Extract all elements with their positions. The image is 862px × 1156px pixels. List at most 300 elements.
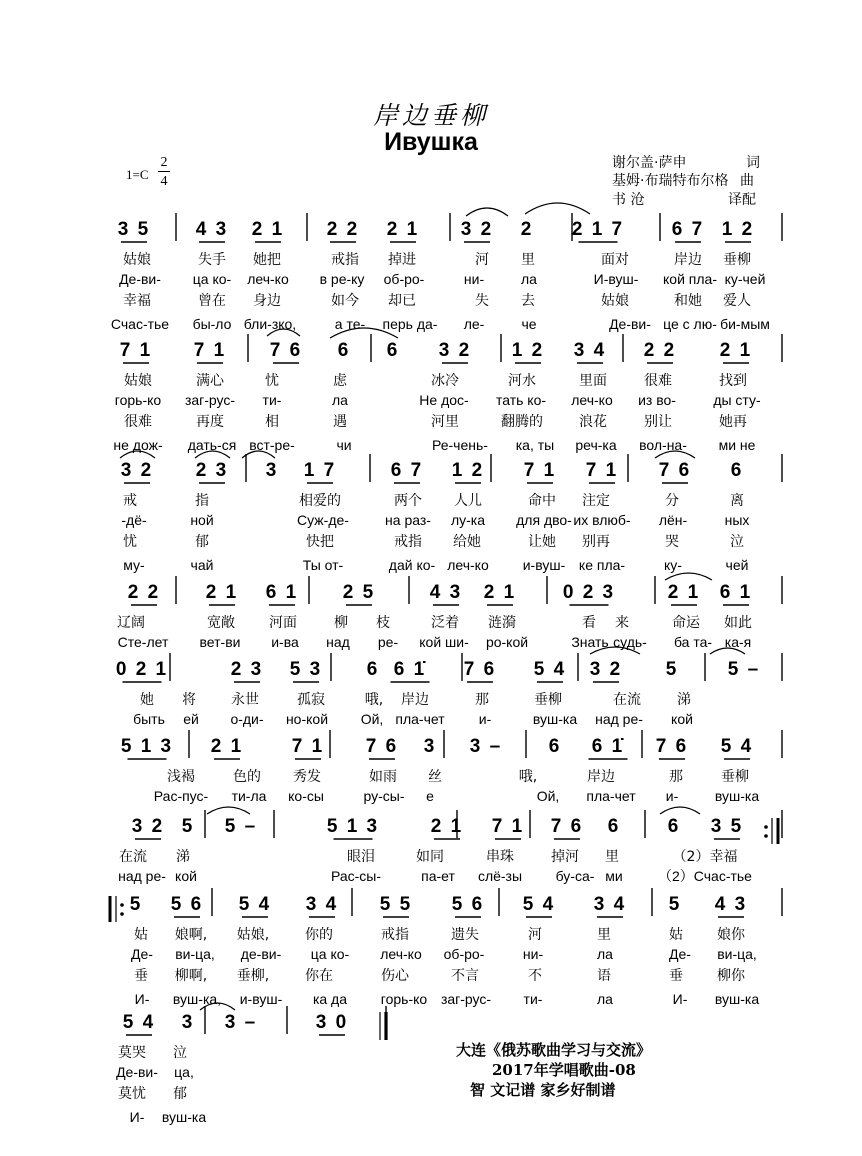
lyric-ru2: Ре-чень- — [432, 437, 488, 453]
note-group: 6 — [366, 659, 380, 680]
lyric-ru1: Не дос- — [419, 392, 469, 408]
lyric-zh1: 里 — [521, 252, 535, 268]
lyric-ru2: и-вуш- — [239, 991, 283, 1007]
lyric-ru1: горь-ко — [114, 392, 162, 408]
lyric-zh1: 虑 — [333, 373, 347, 389]
lyric-ru2: Де-ви- — [609, 316, 651, 332]
lyric-ru1: в ре-ку — [319, 271, 365, 287]
lyric-ru2: дай ко- — [388, 557, 436, 573]
lyric-zh1: 戒指 — [331, 252, 359, 268]
lyric-ru2: це с лю- — [663, 316, 717, 332]
slur-arc — [525, 203, 590, 214]
lyric-ru2: ти- — [523, 991, 543, 1007]
note-group: 5 4 — [720, 736, 754, 757]
lyric-ru2: че — [521, 316, 537, 332]
note-group: 5 4 — [533, 659, 567, 680]
note-group: 2 1 — [719, 340, 753, 361]
note-group: 3 4 — [305, 894, 339, 915]
lyric-zh1: 如此 — [724, 615, 752, 631]
lyric-zh1: 河水 — [508, 373, 536, 389]
lyric-ru2: и-вуш- — [522, 557, 566, 573]
lyric-ru1: ни- — [463, 271, 485, 287]
lyric-zh2: 再度 — [196, 414, 224, 430]
lyric-zh2: 爱人 — [723, 293, 751, 309]
lyric-ru1: ла — [597, 946, 613, 962]
slur-arc — [267, 329, 300, 336]
note-group: 2 1 7 — [571, 219, 625, 240]
lyric-zh1: 冰冷 — [431, 373, 459, 389]
lyric-ru2: заг-рус- — [440, 991, 492, 1007]
time-signature-bottom: 4 — [160, 174, 168, 189]
lyric-zh1: 满心 — [196, 373, 224, 389]
lyric-zh2: 忧 — [123, 534, 137, 550]
lyric-zh1: 那 — [475, 692, 489, 708]
lyric-zh2: 柳你 — [717, 968, 745, 984]
lyric-zh1: 那 — [669, 769, 683, 785]
note-group: 6 7 — [671, 219, 705, 240]
lyric-zh1: 姑娘 — [123, 252, 151, 268]
title-chinese: 岸边垂柳 — [372, 101, 489, 130]
lyric-ru1: на раз- — [385, 512, 431, 528]
time-signature-line — [158, 171, 170, 172]
note-group: 5 1 3 — [326, 816, 380, 837]
repeat-dot — [120, 903, 124, 907]
lyric-ru1: ка-я — [724, 634, 752, 650]
lyric-zh1: （2）幸福 — [672, 849, 738, 865]
note-group: 7 1 — [193, 340, 227, 361]
lyric-zh1: 岸边 — [674, 252, 702, 268]
lyric-ru1: ми — [605, 868, 623, 884]
lyric-zh1: 哦, — [518, 769, 538, 785]
composer-name: 基姆·布瑞特布尔格 — [612, 173, 729, 189]
lyric-zh2: 很难 — [124, 414, 152, 430]
lyric-zh1: 来 — [615, 615, 629, 631]
lyric-ru1: леч-ко — [380, 946, 422, 962]
note-group: 3 2 — [120, 460, 154, 481]
lyric-ru1: для дво- — [516, 512, 572, 528]
note-group: 5 — [129, 894, 143, 915]
lyric-ru1: Знать — [571, 634, 609, 650]
lyric-ru1: кой — [175, 868, 197, 884]
lyric-ru2: бли-зко, — [243, 316, 297, 332]
lyric-zh1: 掉河 — [551, 849, 579, 865]
lyric-zh2: 曾在 — [198, 293, 226, 309]
note-group: 3 — [265, 460, 279, 481]
note-group: 4 3 — [195, 219, 229, 240]
note-group: 7 6 — [550, 816, 584, 837]
lyric-ru1: лён- — [658, 512, 688, 528]
lyric-zh1: 失手 — [198, 252, 226, 268]
lyric-ru2: чи — [336, 437, 352, 453]
lyric-zh1: 在流 — [119, 849, 147, 865]
slur-arc — [330, 328, 398, 338]
slur-arc — [665, 573, 712, 580]
lyric-zh2: 莫忧 — [118, 1086, 146, 1102]
lyric-ru1: их влюб- — [573, 512, 631, 528]
lyric-zh2: 幸福 — [123, 293, 151, 309]
lyric-ru1: Суж-де- — [297, 512, 349, 528]
lyric-zh2: 郁 — [195, 534, 209, 550]
note-group: 5 – — [224, 816, 258, 837]
slur-arc — [120, 451, 155, 458]
lyric-ru1: ла — [332, 392, 348, 408]
lyric-ru2: би-мым — [720, 316, 770, 332]
lyric-ru2: ка да — [312, 991, 348, 1007]
lyric-zh1: 面对 — [601, 252, 629, 268]
lyric-ru1: леч-ко — [571, 392, 613, 408]
lyric-ru2: ми не — [718, 437, 756, 453]
lyric-ru1: и-ва — [271, 634, 299, 650]
composer-role: 曲 — [740, 173, 754, 189]
lyric-ru1: ца, — [174, 1064, 194, 1080]
lyric-zh1: 枝 — [376, 615, 390, 631]
lyric-ru2: не дож- — [113, 437, 163, 453]
lyric-ru2: леч-ко — [447, 557, 489, 573]
note-group: 7 1 — [491, 816, 525, 837]
footer-line-2: 2017年学唱歌曲-08 — [492, 1061, 636, 1079]
repeat-dot — [764, 825, 768, 829]
note-group: 3 – — [469, 736, 503, 757]
lyric-ru2: му- — [123, 557, 145, 573]
lyric-ru1: вуш-ка — [714, 788, 760, 804]
lyric-ru2: а те- — [334, 316, 366, 332]
lyric-ru1: судь- — [613, 634, 647, 650]
note-group: 3 — [181, 1012, 195, 1033]
note-group: 5 – — [727, 659, 761, 680]
lyric-zh1: 丝 — [428, 769, 442, 785]
lyric-zh1: 姑 — [134, 927, 148, 943]
lyric-zh1: 掉进 — [388, 252, 416, 268]
lyric-zh2: 河里 — [431, 414, 459, 430]
lyric-ru1: ба та- — [673, 634, 713, 650]
note-group: 5 4 — [522, 894, 556, 915]
lyric-zh1: 里面 — [579, 373, 607, 389]
lyric-zh1: 秀发 — [293, 769, 321, 785]
lyricist-role: 词 — [746, 155, 760, 171]
lyric-ru1: Ой, — [536, 788, 560, 804]
lyric-zh1: 人儿 — [454, 493, 482, 509]
lyric-ru2: вуш-ка — [714, 991, 760, 1007]
note-group: 6 — [548, 736, 562, 757]
slur-arc — [660, 807, 700, 814]
lyric-ru2: И- — [129, 1109, 145, 1125]
lyric-zh1: 莫哭 — [118, 1045, 146, 1061]
lyric-ru2: Ты от- — [302, 557, 344, 573]
note-group: 7 6 — [655, 736, 689, 757]
lyric-ru1: ко-сы — [288, 788, 324, 804]
lyric-ru1: ку-чей — [724, 271, 766, 287]
lyric-zh1: 眼泪 — [347, 849, 375, 865]
lyric-zh1: 很难 — [644, 373, 672, 389]
footer-line-1: 大连《俄苏歌曲学习与交流》 — [456, 1041, 652, 1059]
lyric-ru1: Рас-сы- — [330, 868, 382, 884]
lyric-zh2: 她再 — [719, 414, 747, 430]
note-group: 1 2 — [451, 460, 485, 481]
lyric-ru1: Сте-лет — [117, 634, 169, 650]
note-group: 6 — [386, 340, 400, 361]
note-group: 7 6 — [365, 736, 399, 757]
lyric-ru1: Ой, — [360, 711, 384, 727]
lyric-zh1: 涕 — [176, 849, 190, 865]
slur-arc — [207, 807, 250, 814]
lyric-ru1: тать ко- — [495, 392, 547, 408]
lyric-zh2: 不 — [528, 968, 542, 984]
note-group: 0 2 1 — [115, 659, 169, 680]
note-group: 0 2 3 — [562, 582, 616, 603]
lyric-zh1: 分 — [665, 493, 679, 509]
lyric-zh1: 姑 — [669, 927, 683, 943]
slur-arc — [195, 451, 230, 458]
lyric-zh1: 姑娘 — [124, 373, 152, 389]
lyric-ru2: И- — [672, 991, 688, 1007]
lyric-ru1: Де- — [669, 946, 691, 962]
lyric-zh2: 却已 — [388, 293, 416, 309]
lyric-zh2: 伤心 — [381, 968, 409, 984]
note-group: 2 1 — [386, 219, 420, 240]
lyric-zh1: 河 — [475, 252, 489, 268]
lyric-zh2: 哭 — [665, 534, 679, 550]
note-group: 6 — [337, 340, 351, 361]
lyric-zh2: 相 — [265, 414, 279, 430]
lyric-zh1: 离 — [730, 493, 744, 509]
lyric-zh1: 娘啊, — [174, 927, 208, 943]
lyric-ru1: кой ши- — [419, 634, 469, 650]
note-group: 5 5 — [379, 894, 413, 915]
lyric-ru1: ре- — [377, 634, 399, 650]
note-group: 2 2 — [127, 582, 161, 603]
lyric-ru2: ку- — [664, 557, 682, 573]
note-group: 7 6 — [463, 659, 497, 680]
note-group: 3 0 — [315, 1012, 349, 1033]
translator-name: 书 沧 — [612, 192, 645, 208]
repeat-dot — [120, 912, 124, 916]
lyric-ru2: реч-ка — [575, 437, 617, 453]
lyric-ru2: вст-ре- — [249, 437, 295, 453]
note-group: 3 2 — [589, 659, 623, 680]
lyric-ru2: ле- — [463, 316, 485, 332]
lyric-zh1: 遗失 — [451, 927, 479, 943]
lyric-ru1: быть — [133, 711, 165, 727]
lyric-zh1: 浅褐 — [167, 769, 195, 785]
lyric-ru2: горь-ко — [380, 991, 428, 1007]
lyric-zh2: 泣 — [730, 534, 744, 550]
lyric-ru1: ной — [190, 512, 214, 528]
lyric-zh1: 如雨 — [369, 769, 397, 785]
lyric-ru1: ца ко- — [310, 946, 350, 962]
lyric-zh1: 命中 — [528, 493, 556, 509]
lyric-ru1: и- — [665, 788, 679, 804]
lyric-ru2: дать-ся — [187, 437, 237, 453]
lyric-ru1: И-вуш- — [593, 271, 639, 287]
lyric-ru1: но-кой — [285, 711, 329, 727]
lyric-zh2: 浪花 — [579, 414, 607, 430]
note-group: 5 4 — [238, 894, 272, 915]
lyric-zh1: 如同 — [416, 849, 444, 865]
note-group: 5 3 — [289, 659, 323, 680]
lyric-ru2: вуш-ка, — [172, 991, 222, 1007]
lyric-zh2: 戒指 — [394, 534, 422, 550]
lyric-zh1: 里 — [597, 927, 611, 943]
note-group: 6 7 — [390, 460, 424, 481]
note-group: 7 6 — [269, 340, 303, 361]
lyric-ru1: де-ви- — [240, 946, 282, 962]
lyric-ru1: об-ро- — [383, 271, 425, 287]
lyric-ru1: вет-ви — [199, 634, 241, 650]
lyric-zh1: 垂柳 — [721, 769, 749, 785]
lyric-zh1: 娘你 — [717, 927, 745, 943]
lyric-zh1: 泛着 — [431, 615, 459, 631]
lyric-zh2: 身边 — [253, 293, 281, 309]
lyric-zh2: 失 — [475, 293, 489, 309]
note-group: 2 1 — [205, 582, 239, 603]
lyric-ru1: ца ко- — [192, 271, 232, 287]
lyric-ru2: вол-на- — [639, 437, 687, 453]
lyric-zh2: 别再 — [582, 534, 610, 550]
lyric-zh1: 她 — [140, 692, 154, 708]
lyric-zh1: 找到 — [719, 373, 747, 389]
lyric-ru1: над — [326, 634, 350, 650]
lyric-ru1: ей — [183, 711, 199, 727]
lyric-ru1: об-ро- — [443, 946, 485, 962]
lyric-ru1: о-ди- — [230, 711, 264, 727]
lyric-ru1: заг-рус- — [184, 392, 236, 408]
lyric-zh1: 岸边 — [401, 692, 429, 708]
note-group: 2 — [520, 219, 534, 240]
lyric-ru2: бы-ло — [192, 316, 232, 332]
lyric-ru1: ти-ла — [231, 788, 267, 804]
note-group: 7 6 — [658, 460, 692, 481]
lyric-ru1: Де-ви- — [116, 1064, 158, 1080]
note-group: 3 — [423, 736, 437, 757]
lyric-ru2: ке пла- — [578, 557, 626, 573]
lyric-zh1: 永世 — [231, 692, 259, 708]
lyric-zh2: 垂 — [669, 968, 683, 984]
lyric-zh2: 给她 — [453, 534, 481, 550]
lyric-zh2: 让她 — [528, 534, 556, 550]
lyric-ru1: кой — [671, 711, 693, 727]
lyric-ru2: И- — [134, 991, 150, 1007]
note-group: 2 1 — [430, 816, 464, 837]
lyric-zh2: 翻腾的 — [501, 414, 543, 430]
lyricist-name: 谢尔盖·萨申 — [612, 155, 687, 171]
note-group: 6 1 — [265, 582, 299, 603]
lyric-zh1: 将 — [182, 692, 196, 708]
lyric-zh1: 相爱的 — [299, 493, 341, 509]
lyric-zh2: 去 — [521, 293, 535, 309]
lyric-zh1: 她把 — [253, 252, 281, 268]
note-group: 2 1 — [251, 219, 285, 240]
lyric-zh1: 岸边 — [587, 769, 615, 785]
lyric-ru1: е — [426, 788, 434, 804]
lyric-zh1: 河面 — [269, 615, 297, 631]
lyric-zh2: 柳啊, — [174, 968, 208, 984]
lyric-zh2: 和她 — [674, 293, 702, 309]
lyric-zh2: 垂 — [134, 968, 148, 984]
lyric-ru1: ти- — [262, 392, 282, 408]
footer-line-3: 智 文记谱 家乡好制谱 — [470, 1081, 616, 1099]
translator-role: 译配 — [728, 192, 756, 208]
lyric-zh2: 不言 — [451, 968, 479, 984]
lyric-ru2: чай — [190, 557, 214, 573]
lyric-zh1: 孤寂 — [297, 692, 325, 708]
note-group: 3 – — [224, 1012, 258, 1033]
lyric-zh1: 两个 — [394, 493, 422, 509]
lyric-zh2: 垂柳, — [236, 968, 270, 984]
lyric-zh1: 注定 — [582, 493, 610, 509]
lyric-zh2: 你在 — [305, 968, 333, 984]
lyric-zh1: 指 — [195, 493, 209, 509]
lyric-zh2: 遇 — [333, 414, 347, 430]
lyric-ru1: （2）Счас-тье — [658, 868, 752, 884]
lyric-zh2: 如今 — [331, 293, 359, 309]
note-group: 4 3 — [714, 894, 748, 915]
note-group: 5 4 — [122, 1012, 156, 1033]
time-signature-top: 2 — [160, 155, 168, 170]
lyric-zh1: 宽敞 — [207, 615, 235, 631]
lyric-ru1: па-ет — [421, 868, 455, 884]
lyric-ru1: бу-са- — [555, 868, 595, 884]
lyric-ru2: чей — [725, 557, 749, 573]
note-group: 6 — [607, 816, 621, 837]
lyric-ru2: перь да- — [382, 316, 438, 332]
title-russian: Ивушка — [384, 128, 478, 156]
note-group: 2 2 — [326, 219, 360, 240]
lyric-zh2: 姑娘 — [601, 293, 629, 309]
note-group: 3 2 — [460, 219, 494, 240]
note-group: 5 — [665, 659, 679, 680]
note-group: 2 3 — [230, 659, 264, 680]
note-group: 3 2 — [438, 340, 472, 361]
lyric-zh1: 命运 — [672, 615, 700, 631]
lyric-zh1: 你的 — [305, 927, 333, 943]
lyric-zh1: 看 — [582, 615, 596, 631]
lyric-zh1: 戒 — [123, 493, 137, 509]
lyric-zh1: 垂柳 — [534, 692, 562, 708]
lyric-ru1: и- — [478, 711, 492, 727]
lyric-zh1: 涟漪 — [488, 615, 516, 631]
lyric-zh1: 河 — [528, 927, 542, 943]
note-group: 1 7 — [303, 460, 337, 481]
lyric-ru1: Рас-пус- — [153, 788, 209, 804]
note-group: 3 4 — [573, 340, 607, 361]
slur-arc — [466, 208, 508, 216]
lyric-ru1: ла — [521, 271, 537, 287]
lyric-ru1: ро-кой — [485, 634, 529, 650]
note-group: 5 1 3 — [120, 736, 174, 757]
lyric-zh1: 辽阔 — [117, 615, 145, 631]
lyric-ru1: Де- — [131, 946, 153, 962]
lyric-ru1: ру-сы- — [363, 788, 405, 804]
lyric-ru2: вуш-ка — [161, 1109, 207, 1125]
note-group: 7 1 — [523, 460, 557, 481]
lyric-ru1: кой пла- — [663, 271, 717, 287]
slur-arc — [200, 1003, 235, 1010]
lyric-zh1: 泣 — [173, 1045, 187, 1061]
lyric-ru1: Де-ви- — [119, 271, 161, 287]
lyric-ru2: ка, ты — [515, 437, 555, 453]
lyric-zh1: 忧 — [265, 373, 279, 389]
lyric-ru1: лу-ка — [450, 512, 486, 528]
lyric-ru1: леч-ко — [247, 271, 289, 287]
slur-arc — [590, 647, 640, 654]
note-group: 6 — [730, 460, 744, 481]
note-group: 2 5 — [342, 582, 376, 603]
lyric-ru1: слё-зы — [477, 868, 523, 884]
lyric-ru1: над ре- — [118, 868, 166, 884]
note-group: 3 2 — [131, 816, 165, 837]
lyric-ru1: пла-чет — [395, 711, 445, 727]
note-group: 5 — [181, 816, 195, 837]
